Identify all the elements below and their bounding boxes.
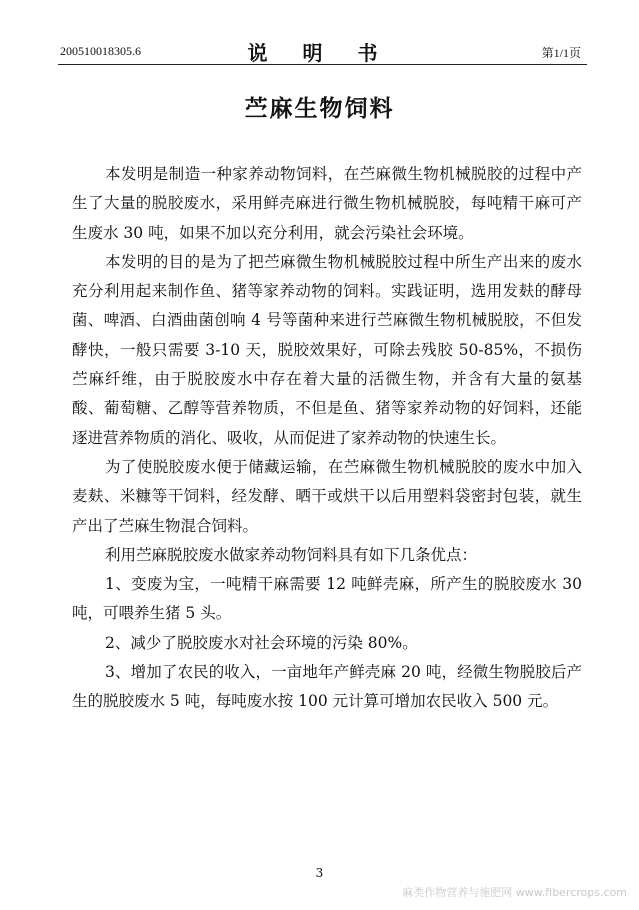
document-title: 苎麻生物饲料 xyxy=(244,95,395,122)
section-heading: 说 明 书 xyxy=(247,41,392,65)
document-number: 200510018305.6 xyxy=(60,44,141,58)
advantage-item-1: 1、变废为宝，一吨精干麻需要 12 吨鲜壳麻，所产生的脱胶废水 30 吨，可喂养生猪 5 头。 xyxy=(72,575,582,623)
paragraph-intro: 本发明是制造一种家养动物饲料，在苎麻微生物机械脱胶的过程中产生了大量的脱胶废水，采用鲜壳麻进行微生物机械脱胶，每吨精干麻可产生废水 30 吨，如果不加以充分利用，就会污染社会环境。 xyxy=(72,165,582,242)
page-number: 3 xyxy=(315,866,324,880)
paragraph-advantages-intro: 利用苎麻脱胶废水做家养动物饲料具有如下几条优点： xyxy=(105,545,478,564)
advantage-item-3: 3、增加了农民的收入，一亩地年产鲜壳麻 20 吨，经微生物脱胶后产生的脱胶废水 5 吨，每吨废水按 100 元计算可增加农民收入 500 元。 xyxy=(72,663,582,711)
advantage-item-2: 2、减少了脱胶废水对社会环境的污染 80%。 xyxy=(105,633,418,652)
paragraph-purpose: 本发明的目的是为了把苎麻微生物机械脱胶过程中所生产出来的废水充分利用起来制作鱼、猪等家养动物的饲料。实践证明，选用发麸的酵母菌、啤酒、白酒曲菌创响 4 号等菌种来进行苎麻微生物机械脱胶，不但发酵快，一般只需要 3-10 天，脱胶效果好，可除去残胶 50-85%，不损伤苎麻纤维，由于脱胶废水中存在着大量的活微生物，并含有大量的氨基酸、葡萄糖、乙醇等营养物质，不但是鱼、猪等家养动物的好饲料，还能逐进营养物质的消化、吸收，从而促进了家养动物的快速生长。 xyxy=(72,252,582,447)
header-divider xyxy=(58,64,587,65)
paragraph-storage: 为了使脱胶废水便于储藏运输，在苎麻微生物机械脱胶的废水中加入麦麸、米糠等干饲料，经发酵、晒干或烘干以后用塑料袋密封包装，就生产出了苎麻生物混合饲料。 xyxy=(72,457,582,535)
site-watermark: 麻类作物营养与施肥网 www.fibercrops.com xyxy=(402,886,627,899)
document-body xyxy=(72,160,582,717)
page-info: 第1/1页 xyxy=(541,46,581,60)
